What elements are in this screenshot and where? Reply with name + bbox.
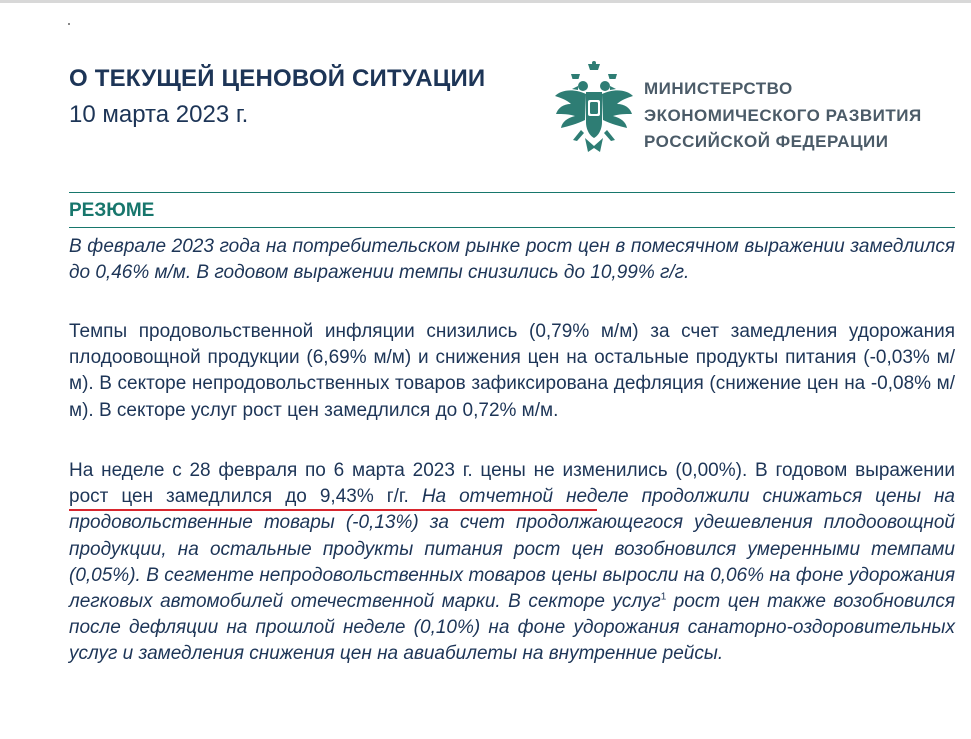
document-date: 10 марта 2023 г. [69,101,249,128]
paragraph-weekly-rest-b: рост цен также возобновился после дефляции на прошлой неделе (0,10%) на фоне удорожания санаторно-оздоровительных услуг и замедления снижения цен на авиабилеты на внутренние рейсы. [69,591,955,665]
ministry-line-2: ЭКОНОМИЧЕСКОГО РАЗВИТИЯ [644,105,922,125]
paragraph-weekly-lead: На неделе с 28 февраля по 6 марта 2023 г. цены не изменились (0,00%). В годовом выражении рост цен замедлился до 9,43% г/г. [69,460,955,508]
document-title: О ТЕКУЩЕЙ ЦЕНОВОЙ СИТУАЦИИ [69,65,486,92]
red-underline-annotation [69,509,597,511]
paragraph-food-inflation: Темпы продовольственной инфляции снизились (0,79% м/м) за счет замедления удорожания плодоовощной продукции (6,69% м/м) и снижения цен на остальные продукты питания (-0,03% м/м). В секторе непродовольственных товаров зафиксирована дефляция (снижение цен на -0,08% м/м). В секторе услуг рост цен замедлился до 0,72% м/м. [69,321,955,421]
coat-of-arms-icon [553,60,635,160]
page-dot [68,23,70,25]
section-rule-top [69,192,955,193]
ministry-line-1: МИНИСТЕРСТВО [644,79,793,98]
section-rule-bottom [69,227,955,228]
ministry-line-3: РОССИЙСКОЙ ФЕДЕРАЦИИ [644,132,889,151]
footnote-marker: 1 [660,591,667,603]
paragraph-weekly-rest [69,486,955,664]
ministry-name [644,76,922,156]
paragraph-weekly [69,458,955,668]
top-border [0,0,971,3]
paragraph-weekly-rest-a: На отчетной неделе продолжили снижаться цены на продовольственные товары (-0,13%) за счет продолжающегося удешевления плодоовощной продукции, на остальные продукты питания рост цен возобновился умеренными темпами (0,05%). В сегменте непродовольственных товаров цены выросли на 0,06% на фоне удорожания легковых автомобилей отечественной марки. В секторе услуг [69,486,955,613]
section-title: РЕЗЮМЕ [69,200,155,221]
paragraph-monthly: В феврале 2023 года на потребительском рынке рост цен в помесячном выражении замедлился до 0,46% м/м. В годовом выражении темпы снизились до 10,99% г/г. [69,236,955,284]
